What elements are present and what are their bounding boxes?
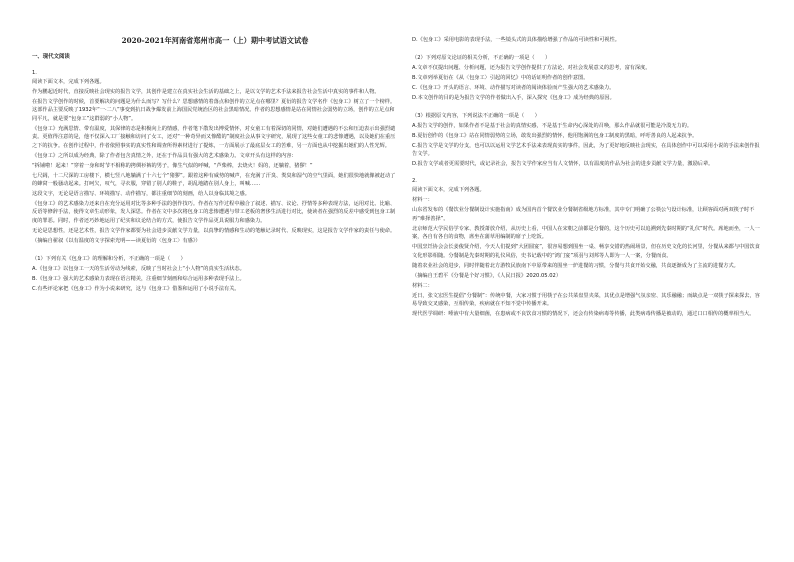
option-a: A.报告文学的创作，如果作者不是基于社会的真情实感，不是基于生命内心深处的召唤，那么作品就很可能是冷漠无力的。 bbox=[412, 123, 693, 129]
page-title: 2020-2021年河南省郑州市高一（上）期中考试语文试卷 bbox=[121, 36, 309, 45]
question-stem: （3）根据原文内容，下列说法不正确的一项是（ ） bbox=[412, 113, 540, 119]
option-d: D.本文创作的目的是为报告文学的作者做出入手，深入探究《包身工》成为经典的原因。 bbox=[412, 95, 615, 101]
option-b: B.夏衍创作的《包身工》站在同情弱势的立场，敢发出强烈的情怀，他用饱满的包身工制度的黑暗，呼吁善良的人起来抗争。 bbox=[412, 133, 698, 139]
paragraph: 七尺阔，十二尺深的工房楼下，横七竖八地躺满了十六七个“猪猡”。跟着这种有威势的喊声，在充满了汗臭、粪臭和湿气的空气里面，她们很快地就像被赶动了的蜂窝一般骚动起来。打呵欠，叹气，寻衣服，穿错了别人的鞋子，胡乱地踏在别人身上，叫喊…… bbox=[32, 172, 396, 188]
material-label: 材料二： bbox=[412, 282, 433, 289]
source-note: （摘编自王碧平《分餐是个好习惯》，《人民日报》2020.05.02） bbox=[412, 272, 562, 279]
option-d: D.报告文学或者更需要时代，或记录社会，报告文学作家应当有人文情怀，以有温度的作品为社会的进步贡献文学力量，激励后辈。 bbox=[412, 161, 714, 168]
option-c: C.有些评论家把《包身工》作为小说来研究，这与《包身工》借鉴和运用了小说手法有关。 bbox=[32, 285, 240, 292]
option-a: A.文章不仅提出问题、分析问题，还为报告文学创作提供了方法论，对社会发展意义的思考，富有深度。 bbox=[412, 65, 651, 71]
paragraph: 北京师范大学民俗学专家、教授萧放介绍，从历史上看，中国人在宋朝之前都是分餐的，这个历史可以追溯到先秦时期的“礼仪”时代。席地而坐，一人一案，各自有各自的食物，席坐在蒲草用编制的席子上吃饭。 bbox=[412, 225, 760, 241]
question-number: 2. bbox=[412, 178, 417, 185]
left-column bbox=[32, 36, 398, 552]
instruction: 阅读下面文本，完成下列各题。 bbox=[412, 187, 485, 194]
paragraph: 《包身工》的艺术感染力还来自在充分运用对比等多种手法的创作技巧。作者在写作过程中融合了叙述、描写、议论、抒情等多种表现方法，运用对比、比喻、反语等修辞手法，使得文章生动形象，发人深思。作者在文中多次将包身工的悲惨遭遇与带工老板的奢侈生活进行对比，使读者在强烈的反差中感受到包身工制度的罪恶。同时，作者还巧妙地运用了纪实和议论结合的方式，使报告文学作品更具说服力和感染力。 bbox=[32, 201, 396, 224]
paragraph: 无论是思想性，还是艺术性，报告文学作家都要为社会进步贡献文学力量，以真挚的情感和生动的笔触记录时代、反映现实，这是报告文学作家的责任与使命。 bbox=[32, 227, 396, 234]
paragraph: 《包身工》之所以成为经典，除了作者包含真情之外，还在于作品具有强大的艺术感染力。文章开头有这样的内容： bbox=[32, 152, 297, 159]
paragraph: 现代医学调研：唾液中有大量细菌，在患病或不良饮食习惯的情况下，还会有传染病毒等传播，此类病毒传播是被动的，通过口口相传的概率相当大。 bbox=[412, 311, 755, 318]
paragraph: 在报告文学创作的时候，首要解决的问题是为什么而写？写什么？思想感情的着落点和创作的立足点在哪里？夏衍的报告文学名作《包身工》树立了一个榜样。这部作品主要反映了1932年“一·二八”事变到抗日战争爆发前上海国民党统治区的社会黑暗情况。作者的思想感情是站在同情社会弱势的立场，创作的立足点和同平凡，就是要“包身工”这群弱的“小人物”。 bbox=[32, 99, 396, 122]
paragraph: 《包身工》充满思情、带有温度，其保律的态是积极向上的情感，作者笔下散发出博爱情怀，对女童工有着深切的同情，对她们遭遇的不公和压迫表示出强烈谴责。更值得注意的是，他不仅深入工厂接触和访问了女工，还对“一种奇异而又惨酷的”制度社会从事文字研究，展现了这些女童工的悲惨遭遇，以及她们在重压之下的抗争。在创作过程中，作者依照事实的真实性和调查所得素材进行了提炼，一方面展示了最底层女工的苦难，另一方面也从中挖掘出她们的人性光辉。 bbox=[32, 125, 396, 149]
option-a: A.《包身工》以包身工一天的生活劳动为线索，反映了当时社会上“小人物”的真实生活状态。 bbox=[32, 265, 245, 272]
source-note: （摘编自翟叙《以有温度的文字探索光明——读夏衍的〈包身工〉有感》） bbox=[32, 237, 201, 244]
paragraph: 中国烹饪协会会长姜俊贤介绍，今天人们提到“大团圆宴”，很容易想到围坐一桌、畅享交错的热闹场景，但在历史文化的长河里，分餐从来都与中国饮食文化形影相随。分餐制是先秦时期的礼仪风俗，史书记载中的“鸿门宴”项羽与刘邦等人即为一人一案，分餐而食。 bbox=[412, 244, 760, 259]
option-b: B.《包身工》强大的艺术感染力表现在语言精美，注重细节刻画和综合运用多种表现手法上。 bbox=[32, 275, 245, 282]
option-d: D.《包身工》采用电影的表现手法，一些镜头式的具体描绘增强了作品的可读性和可视性。 bbox=[412, 37, 620, 43]
option-c: C.《包身工》开头的语言、环境、动作描写对读者的阅读体验而产生强大的艺术感染力。 bbox=[412, 85, 615, 91]
right-column bbox=[412, 36, 760, 552]
paragraph: 这段文字，无论是语言描写、环境描写、动作描写，都注重细节的刻画，给人以身临其境之感。 bbox=[32, 191, 250, 198]
section-heading: 一、现代文阅读 bbox=[32, 54, 70, 60]
question-number: 1. bbox=[32, 70, 37, 76]
paragraph: 山东省发布的《餐饮业分餐制设计实施指南》成为国内首个餐饮业分餐制省级地方标准，其中专门明确了公筷公勺设计标准，让顾客面对两双筷子时不再“难择善择”。 bbox=[412, 207, 755, 222]
paragraph: 作为鹏起近时代，直接反映社会现实的报告文学，其创作是建立在真实社会生活的基础之上，是以文学的艺术手法来报告社会生活中真实的事件和人物。 bbox=[32, 89, 380, 95]
question-stem: （1）下列有关《包身工》的理解和分析，不正确的一项是（ ） bbox=[32, 255, 186, 262]
option-b: B.文章列举夏衍在《从〈包身工〉引起的回忆》中的话证明作者的创作意图。 bbox=[412, 75, 589, 81]
paragraph: 随着农业社会的进步，同时伴随着北方游牧民族南下中原带来的围坐一炉进餐的习惯，分餐与共食开始交融，共食逐渐成为了主流的进餐方式。 bbox=[412, 262, 739, 269]
option-c: C.报告文学是文学的分支，也可以以运用文学艺术手法来表现真实的事件，因此，为了更好地反映社会现实，在具体创作中可以采用小说的手法来创作报告文学。 bbox=[412, 143, 760, 158]
paragraph: 阅读下面文本，完成下列各题。 bbox=[32, 79, 105, 85]
material-label: 材料一： bbox=[412, 197, 433, 204]
paragraph: 近日，张文宏医生提倡“分餐制”：传统中餐，大家习惯于用筷子在公共菜盘里夹菜，其优点是增强气氛亲密、其乐融融；而缺点是一双筷子探来探去，容易导致交叉感染，互相传染，疾病就在不知不觉中传播开来。 bbox=[412, 292, 760, 308]
question-stem: （2）下列对原文论证的相关分析，不正确的一项是（ ） bbox=[412, 55, 551, 61]
paragraph: “拆铺啦！起来！”穿着一身和时节不相称的拷绸衫裤的男子，像生气似的呼喊，“芦柴棒，去烧火！妈的，还躺着，猪猡！” bbox=[32, 162, 313, 169]
